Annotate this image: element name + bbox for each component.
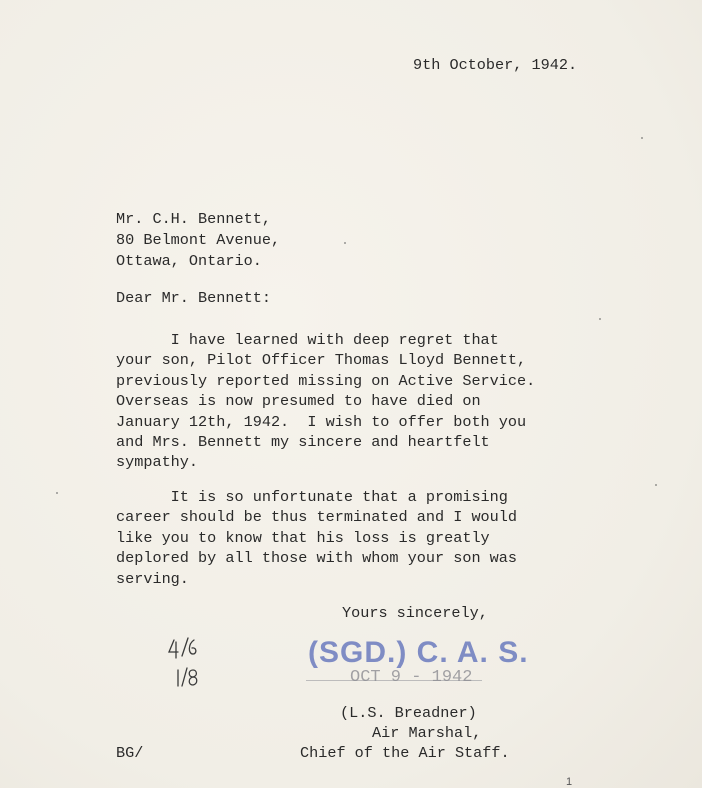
signatory-name: (L.S. Breadner) xyxy=(340,704,477,722)
closing: Yours sincerely, xyxy=(342,604,488,622)
page-number: 1 xyxy=(566,776,573,788)
recipient-name: Mr. C.H. Bennett, xyxy=(116,210,271,228)
paragraph-line: January 12th, 1942. I wish to offer both you xyxy=(116,412,527,431)
paper-speck xyxy=(344,242,346,244)
stamp-date: OCT 9 - 1942 xyxy=(350,668,473,687)
paper-speck xyxy=(599,318,601,320)
paragraph-line: previously reported missing on Active Service. xyxy=(116,371,536,390)
handwritten-note-mark xyxy=(166,634,210,690)
paragraph-line: and Mrs. Bennett my sincere and heartfelt xyxy=(116,432,490,451)
paragraph-line: like you to know that his loss is greatly xyxy=(116,528,490,547)
paragraph-line: career should be thus terminated and I would xyxy=(116,508,518,527)
signatory-rank: Air Marshal, xyxy=(372,724,482,742)
letter-date: 9th October, 1942. xyxy=(413,56,578,74)
handwritten-note xyxy=(166,634,210,695)
paragraph-line: sympathy. xyxy=(116,453,199,472)
paragraph-line: Overseas is now presumed to have died on xyxy=(116,392,481,411)
paragraph-career xyxy=(116,487,566,589)
paragraph-line: deplored by all those with whom your son was xyxy=(116,549,518,568)
paragraph-line: It is so unfortunate that a promising xyxy=(116,488,508,506)
signatory-title: Chief of the Air Staff. xyxy=(300,744,510,762)
paragraph-line: I have learned with deep regret that xyxy=(116,331,499,349)
paper-speck xyxy=(641,137,643,139)
paragraph-line: serving. xyxy=(116,569,189,588)
typist-initials: BG/ xyxy=(116,744,144,762)
recipient-street: 80 Belmont Avenue, xyxy=(116,231,281,249)
signature-stamp: (SGD.) C. A. S. xyxy=(308,636,529,669)
paragraph-condolence xyxy=(116,330,566,473)
salutation: Dear Mr. Bennett: xyxy=(116,289,271,307)
paper-speck xyxy=(655,484,657,486)
recipient-city: Ottawa, Ontario. xyxy=(116,252,262,270)
paragraph-line: your son, Pilot Officer Thomas Lloyd Bennett, xyxy=(116,351,527,370)
paper-speck xyxy=(56,492,58,494)
